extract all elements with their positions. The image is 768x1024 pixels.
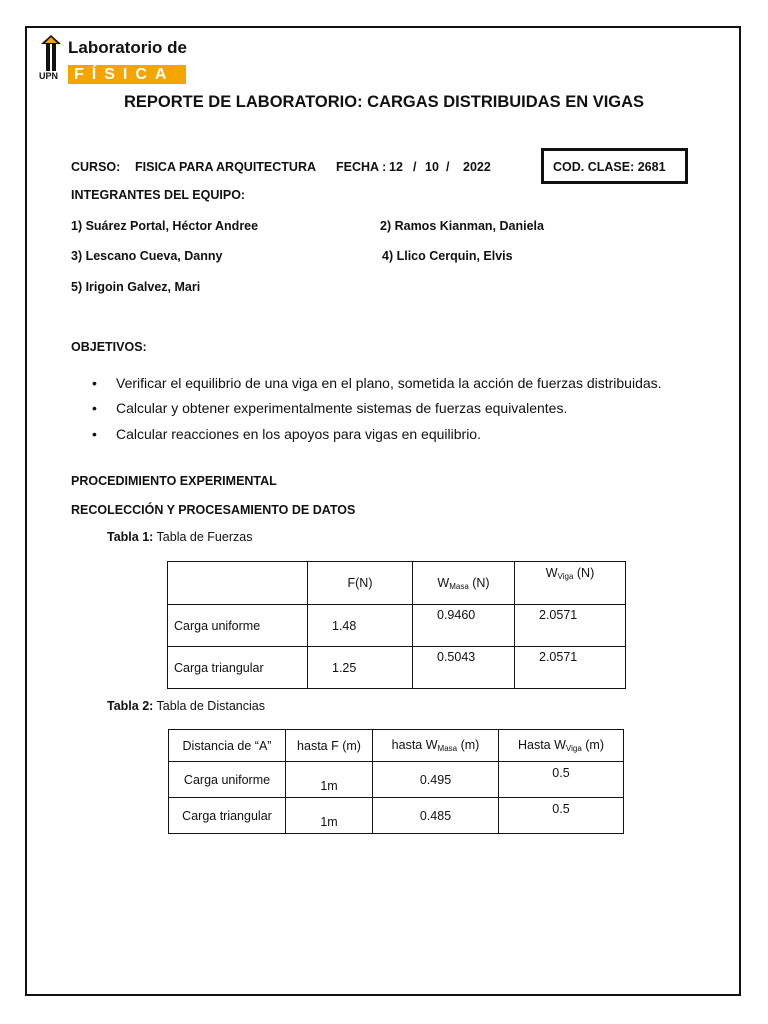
bullet-icon: • — [92, 426, 97, 442]
table-cell: 2.0571 — [515, 605, 626, 647]
logo-subtitle: FÍSICA — [68, 65, 186, 84]
table-header-cell — [168, 562, 308, 605]
table2-caption: Tabla 2: Tabla de Distancias — [107, 699, 265, 713]
curso-value: FISICA PARA ARQUITECTURA — [135, 160, 317, 174]
objective-text: Calcular reacciones en los apoyos para vigas en equilibrio. — [116, 426, 481, 442]
team-member: 3) Lescano Cueva, Danny — [71, 249, 223, 263]
distances-table — [168, 729, 624, 834]
table-header-row — [168, 562, 626, 605]
table-row — [168, 605, 626, 647]
table-row — [169, 798, 624, 834]
table-cell: Carga triangular — [168, 647, 308, 689]
team-heading: INTEGRANTES DEL EQUIPO: — [71, 188, 246, 202]
table-cell: 0.5 — [499, 798, 624, 834]
objective-text: Calcular y obtener experimentalmente sistemas de fuerzas equivalentes. — [116, 400, 568, 416]
table-cell: Carga uniforme — [168, 605, 308, 647]
table-cell: 1m — [286, 762, 373, 798]
logo-brand: UPN — [39, 71, 59, 81]
data-heading: RECOLECCIÓN Y PROCESAMIENTO DE DATOS — [71, 503, 356, 517]
table-header-cell: hasta $W_{Masa}$ (m) — [373, 730, 499, 762]
table-header-cell: $W_{Viga}$ (N) — [515, 562, 626, 605]
team-member: 1) Suárez Portal, Héctor Andree — [71, 219, 259, 233]
report-title: REPORTE DE LABORATORIO: CARGAS DISTRIBUIDAS EN VIGAS — [123, 93, 645, 111]
fecha-sep2: / — [446, 160, 450, 174]
table-cell: 1m — [286, 798, 373, 834]
table-header-cell: hasta F (m) — [286, 730, 373, 762]
table-cell: 2.0571 — [515, 647, 626, 689]
table-cell: 1.48 — [308, 605, 413, 647]
logo-title: Laboratorio de — [68, 38, 188, 57]
objectives-heading: OBJETIVOS: — [71, 340, 147, 354]
fecha-month: 10 — [425, 160, 439, 174]
bullet-icon: • — [92, 375, 97, 391]
table1-caption: Tabla 1: Tabla de Fuerzas — [107, 530, 253, 544]
team-member: 2) Ramos Kianman, Daniela — [380, 219, 544, 233]
fecha-year: 2022 — [463, 160, 491, 174]
table-header-cell: Distancia de “A” — [169, 730, 286, 762]
team-member: 4) Llico Cerquin, Elvis — [382, 249, 513, 263]
upn-logo — [37, 35, 187, 85]
table-cell: 0.9460 — [413, 605, 515, 647]
table-cell: 0.5 — [499, 762, 624, 798]
table-header-cell: Hasta $W_{Viga}$ (m) — [499, 730, 624, 762]
table-header-row — [169, 730, 624, 762]
table-cell: 0.5043 — [413, 647, 515, 689]
forces-table — [167, 561, 626, 689]
table-cell: Carga uniforme — [169, 762, 286, 798]
table-cell: 0.495 — [373, 762, 499, 798]
table-row — [168, 647, 626, 689]
table-cell: 1.25 — [308, 647, 413, 689]
bullet-icon: • — [92, 400, 97, 416]
fecha-label: FECHA : — [336, 160, 387, 174]
fecha-day: 12 — [389, 160, 403, 174]
table-cell: 0.485 — [373, 798, 499, 834]
cod-clase-box: COD. CLASE: 2681 — [541, 148, 688, 184]
table-cell: Carga triangular — [169, 798, 286, 834]
table-row — [169, 762, 624, 798]
fecha-sep1: / — [413, 160, 417, 174]
team-member: 5) Irigoin Galvez, Mari — [71, 280, 201, 294]
upn-torch-icon — [37, 35, 65, 71]
procedure-heading: PROCEDIMIENTO EXPERIMENTAL — [71, 474, 277, 488]
table-header-cell: F(N) — [308, 562, 413, 605]
objective-text: Verificar el equilibrio de una viga en el plano, sometida la acción de fuerzas distribuidas. — [116, 375, 662, 391]
table-header-cell: $W_{Masa}$ (N) — [413, 562, 515, 605]
curso-label: CURSO: — [71, 160, 121, 174]
